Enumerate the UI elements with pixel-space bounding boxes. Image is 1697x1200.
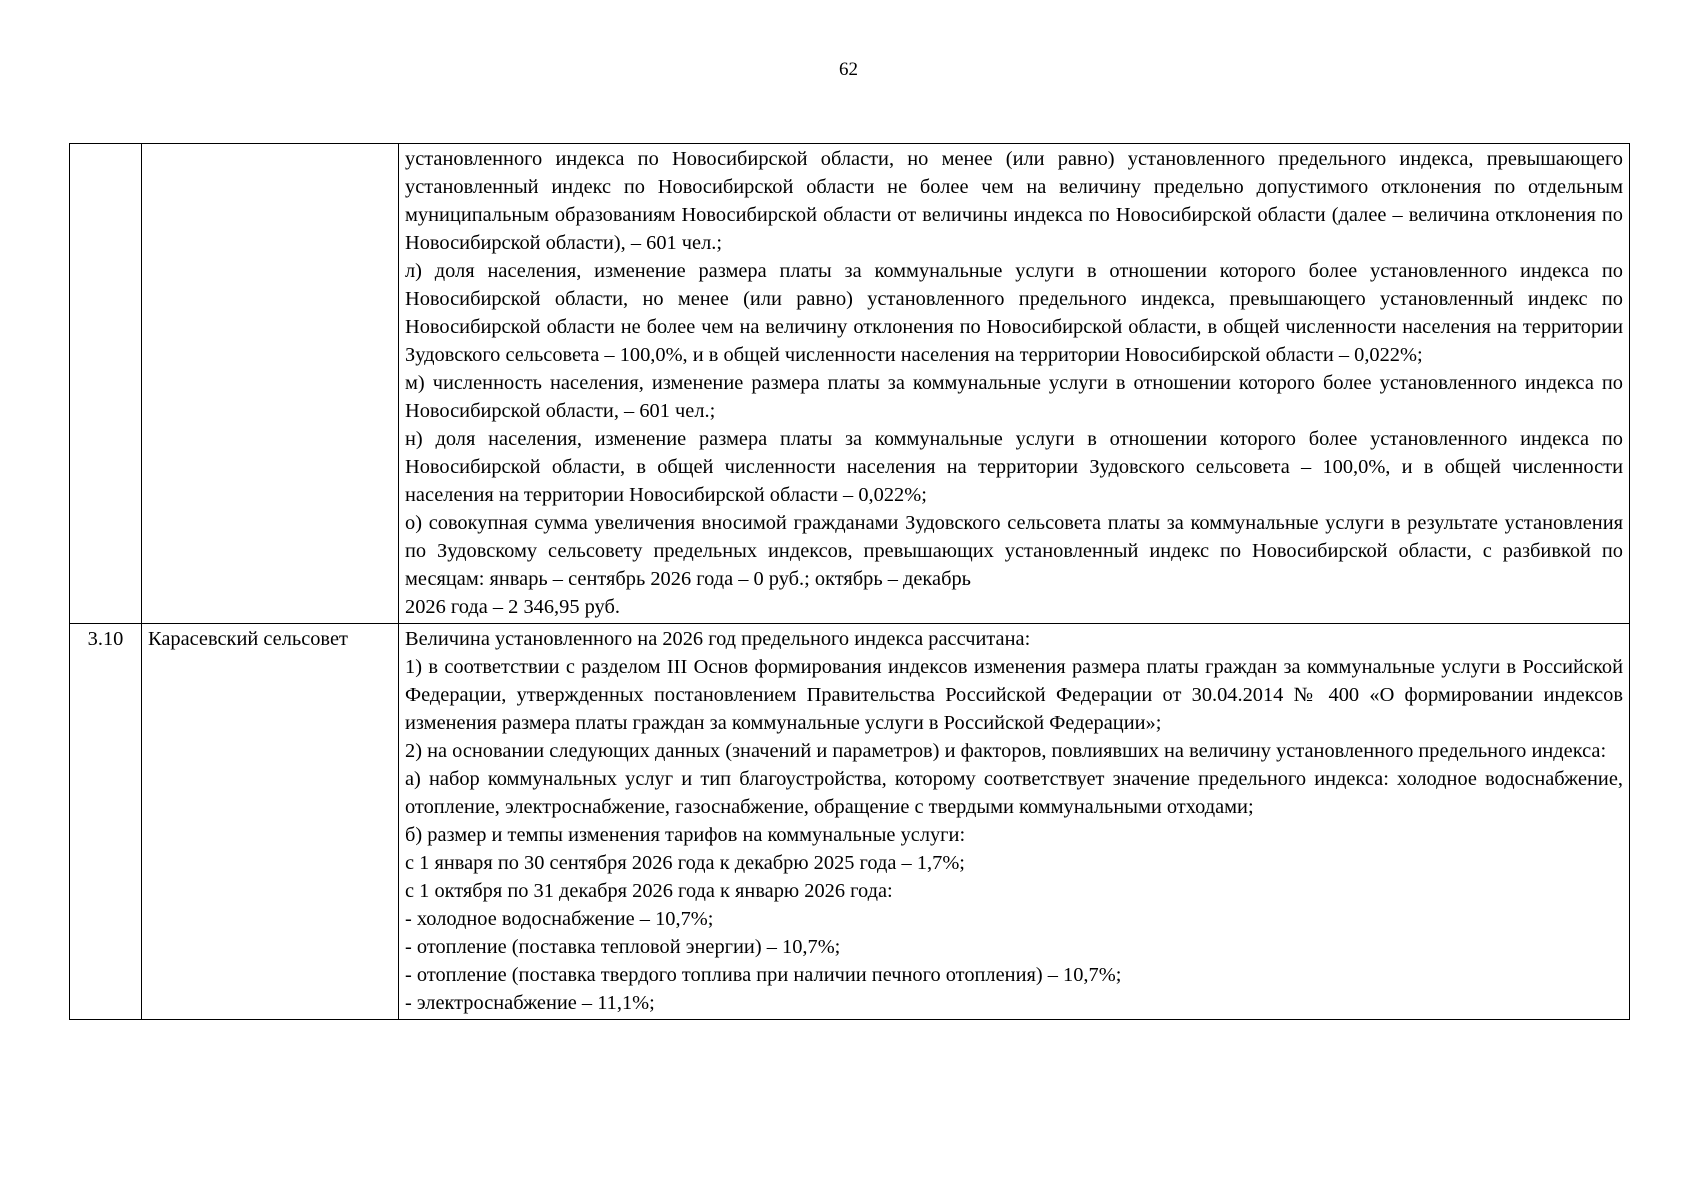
paragraph: н) доля населения, изменение размера платы за коммунальные услуги в отношении которого более установленного индекса по Новосибирской области, в общей численности населения на территории Зудовского сельсовета – 100,0%, и в общей численности населения на территории Новосибирской области – 0,022%; [405,428,1623,506]
description-cell [399,144,1630,624]
row-number-cell: 3.10 [70,624,142,1020]
paragraph: а) набор коммунальных услуг и тип благоустройства, которому соответствует значение предельного индекса: холодное водоснабжение, отопление, электроснабжение, газоснабжение, обращение с твердыми коммунальными отходами; [405,768,1623,818]
paragraph: 2) на основании следующих данных (значений и параметров) и факторов, повлиявших на величину установленного предельного индекса: [405,740,1607,762]
paragraph: - отопление (поставка тепловой энергии) – 10,7%; [405,936,841,958]
page-number: 62 [839,59,858,80]
municipality-name-cell [142,144,399,624]
paragraph: - холодное водоснабжение – 10,7%; [405,908,714,930]
description-cell [399,624,1630,1020]
table-row [70,624,1630,1020]
document-table [69,143,1630,1020]
paragraph: о) совокупная сумма увеличения вносимой гражданами Зудовского сельсовета платы за коммунальные услуги в результате установления по Зудовскому сельсовету предельных индексов, превышающих установленный индекс по Новосибирской области, с разбивкой по месяцам: январь – сентябрь 2026 года – 0 руб.; октябрь – декабрь [405,512,1623,590]
paragraph: - отопление (поставка твердого топлива при наличии печного отопления) – 10,7%; [405,964,1122,986]
paragraph: с 1 октября по 31 декабря 2026 года к январю 2026 года: [405,880,893,902]
paragraph: б) размер и темпы изменения тарифов на коммунальные услуги: [405,824,966,846]
paragraph: 2026 года – 2 346,95 руб. [405,596,620,618]
paragraph: Величина установленного на 2026 год предельного индекса рассчитана: [405,628,1031,650]
paragraph: 1) в соответствии с разделом III Основ формирования индексов изменения размера платы граждан за коммунальные услуги в Российской Федерации, утвержденных постановлением Правительства Российской Федерации от 30.04.2014 № 400 «О формировании индексов изменения размера платы граждан за коммунальные услуги в Российской Федерации»; [405,656,1623,734]
paragraph: м) численность населения, изменение размера платы за коммунальные услуги в отношении которого более установленного индекса по Новосибирской области, – 601 чел.; [405,372,1623,422]
municipality-name-cell: Карасевский сельсовет [142,624,399,1020]
table-row [70,144,1630,624]
paragraph: с 1 января по 30 сентября 2026 года к декабрю 2025 года – 1,7%; [405,852,965,874]
row-number-cell [70,144,142,624]
paragraph: - электроснабжение – 11,1%; [405,992,655,1014]
paragraph: л) доля населения, изменение размера платы за коммунальные услуги в отношении которого более установленного индекса по Новосибирской области, но менее (или равно) установленного предельного индекса, превышающего установленный индекс по Новосибирской области не более чем на величину отклонения по Новосибирской области, в общей численности населения на территории Зудовского сельсовета – 100,0%, и в общей численности населения на территории Новосибирской области – 0,022%; [405,260,1623,366]
paragraph: установленного индекса по Новосибирской области, но менее (или равно) установленного предельного индекса, превышающего установленный индекс по Новосибирской области не более чем на величину предельно допустимого отклонения по отдельным муниципальным образованиям Новосибирской области от величины индекса по Новосибирской области (далее – величина отклонения по Новосибирской области), – 601 чел.; [405,148,1623,254]
